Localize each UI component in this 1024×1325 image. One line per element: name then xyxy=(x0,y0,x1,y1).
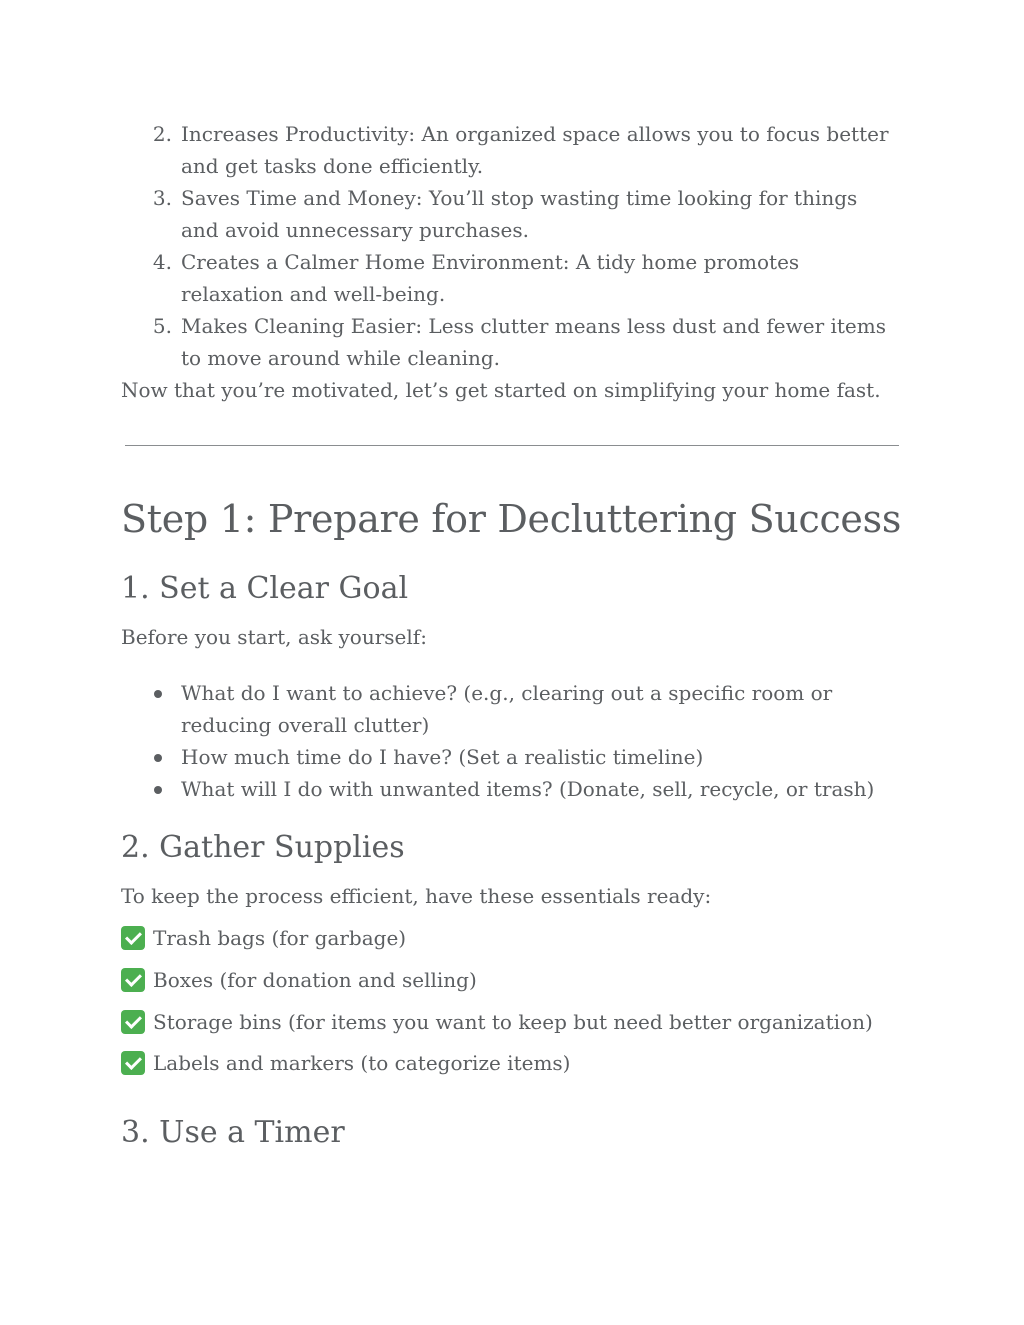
list-number: 3. xyxy=(152,186,172,210)
list-item xyxy=(0,310,901,374)
list-item-text: What will I do with unwanted items? (Donate, sell, recycle, or trash) xyxy=(181,777,875,801)
supply-item-text: Boxes (for donation and selling) xyxy=(153,968,477,992)
supply-item-text: Trash bags (for garbage) xyxy=(153,926,407,950)
list-number: 4. xyxy=(152,250,172,274)
goal-questions-list xyxy=(0,677,1024,805)
list-item xyxy=(0,246,901,310)
list-item xyxy=(0,182,901,246)
supply-item xyxy=(121,964,921,996)
bullet-icon xyxy=(154,690,162,698)
motivation-paragraph: Now that you’re motivated, let’s get started on simplifying your home fast. xyxy=(121,378,881,402)
bullet-icon xyxy=(154,786,162,794)
benefits-numbered-list xyxy=(0,118,1024,374)
supply-item xyxy=(121,922,921,954)
use-timer-heading: 3. Use a Timer xyxy=(121,1115,345,1150)
list-item-text: Creates a Calmer Home Environment: A tidy home promotes relaxation and well-being. xyxy=(181,250,800,306)
goal-intro: Before you start, ask yourself: xyxy=(121,625,427,649)
list-number: 5. xyxy=(152,314,172,338)
list-item xyxy=(0,677,901,741)
check-mark-icon xyxy=(121,1010,145,1034)
horizontal-divider xyxy=(125,445,899,446)
supply-item-text: Storage bins (for items you want to keep but need better organization) xyxy=(153,1010,873,1034)
check-mark-icon xyxy=(121,968,145,992)
list-item-text: Saves Time and Money: You’ll stop wasting time looking for things and avoid unnecessary purchases. xyxy=(181,186,858,242)
bullet-icon xyxy=(154,754,162,762)
list-item xyxy=(0,741,901,773)
list-item-text: How much time do I have? (Set a realistic timeline) xyxy=(181,745,704,769)
list-item-text: Increases Productivity: An organized space allows you to focus better and get tasks done efficiently. xyxy=(181,122,889,178)
supply-item-text: Labels and markers (to categorize items) xyxy=(153,1051,571,1075)
supplies-intro: To keep the process efficient, have these essentials ready: xyxy=(121,884,712,908)
list-number: 2. xyxy=(152,122,172,146)
gather-supplies-heading: 2. Gather Supplies xyxy=(121,830,405,865)
list-item xyxy=(0,118,901,182)
set-goal-heading: 1. Set a Clear Goal xyxy=(121,571,409,606)
check-mark-icon xyxy=(121,926,145,950)
supply-item xyxy=(121,1006,921,1038)
check-mark-icon xyxy=(121,1051,145,1075)
supply-item xyxy=(121,1047,921,1079)
list-item xyxy=(0,773,901,805)
step-1-heading: Step 1: Prepare for Decluttering Success xyxy=(121,497,902,541)
list-item-text: Makes Cleaning Easier: Less clutter means less dust and fewer items to move around while cleaning. xyxy=(181,314,886,370)
list-item-text: What do I want to achieve? (e.g., clearing out a specific room or reducing overall clutter) xyxy=(181,681,833,737)
